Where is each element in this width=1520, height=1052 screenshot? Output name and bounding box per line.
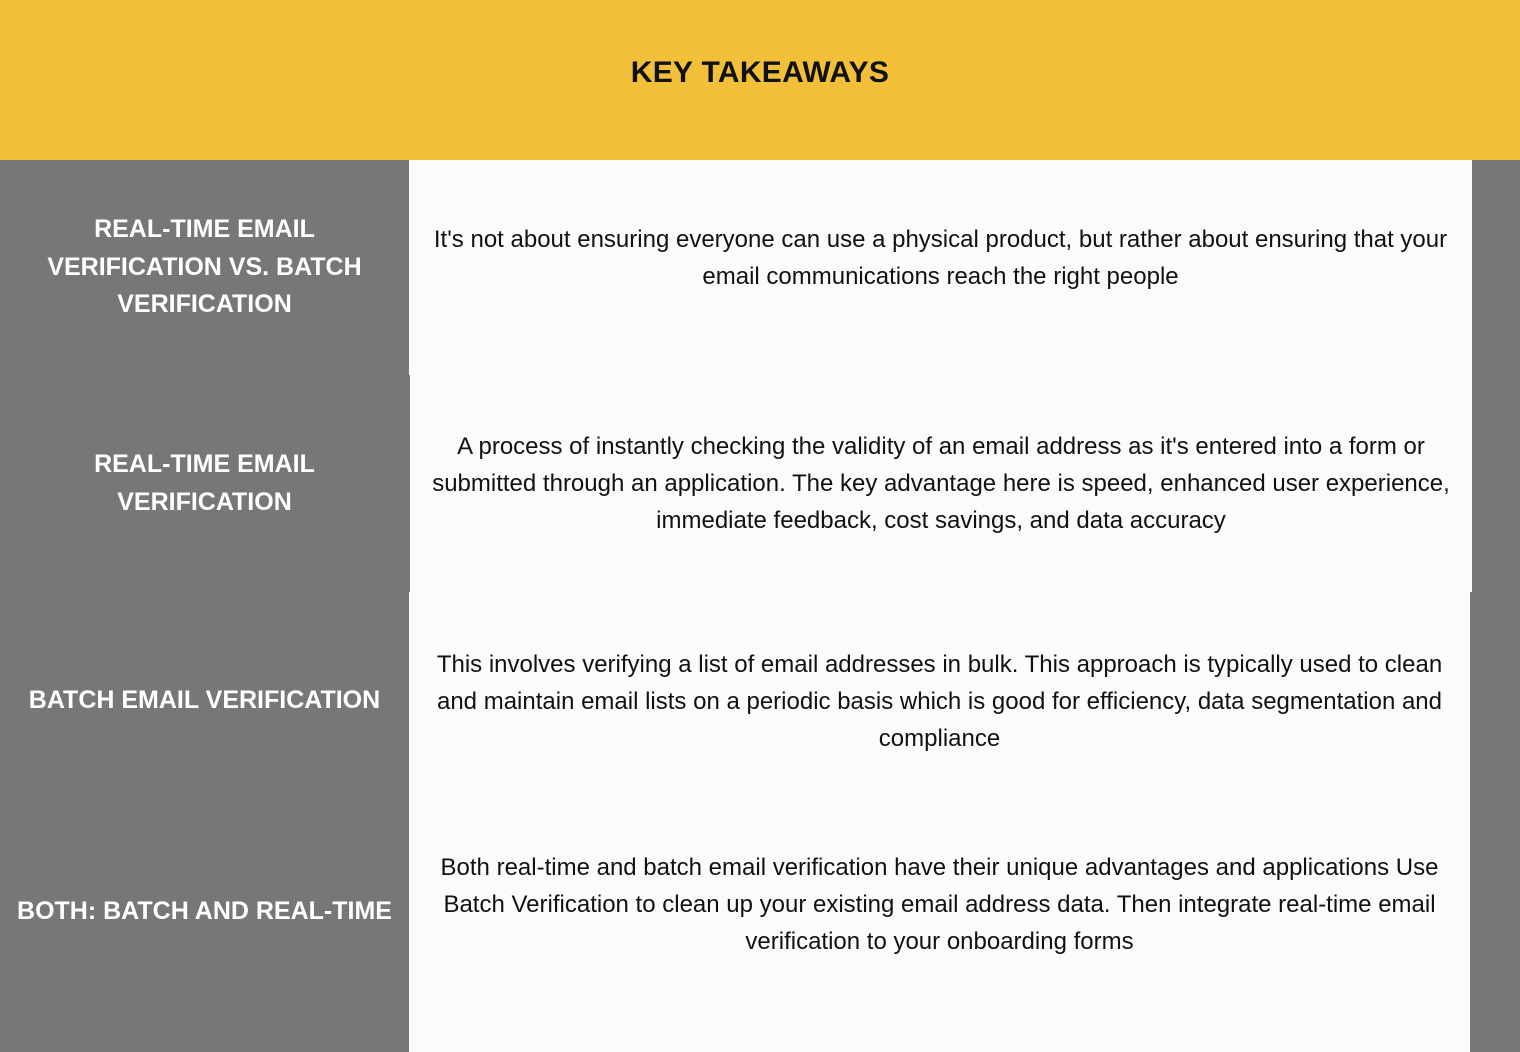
row-label: BOTH: BATCH AND REAL-TIME [17, 897, 392, 926]
takeaway-row [0, 592, 1520, 810]
takeaway-row [0, 810, 1520, 1052]
row-description: This involves verifying a list of email addresses in bulk. This approach is typically used to clean and maintain email lists on a periodic basis which is good for efficiency, data segmentation and compliance [409, 592, 1470, 810]
takeaway-row [0, 160, 1520, 375]
row-description: Both real-time and batch email verification have their unique advantages and applications Use Batch Verification to clean up your existing email address data. Then integrate real-time email verification to your onboarding forms [409, 810, 1470, 1052]
row-label: REAL-TIME EMAIL VERIFICATION [94, 450, 315, 516]
page-title: KEY TAKEAWAYS [630, 56, 890, 89]
row-description: A process of instantly checking the validity of an email address as it's entered into a form or submitted through an application. The key advantage here is speed, enhanced user experience, immediate feedback, cost savings, and data accuracy [410, 375, 1472, 592]
row-label: REAL-TIME EMAIL VERIFICATION VS. BATCH VERIFICATION [47, 215, 362, 319]
row-description: It's not about ensuring everyone can use a physical product, but rather about ensuring that your email communications reach the right people [409, 160, 1472, 375]
row-label: BATCH EMAIL VERIFICATION [28, 686, 381, 715]
takeaway-row [0, 375, 1520, 592]
header-banner [0, 0, 1520, 160]
